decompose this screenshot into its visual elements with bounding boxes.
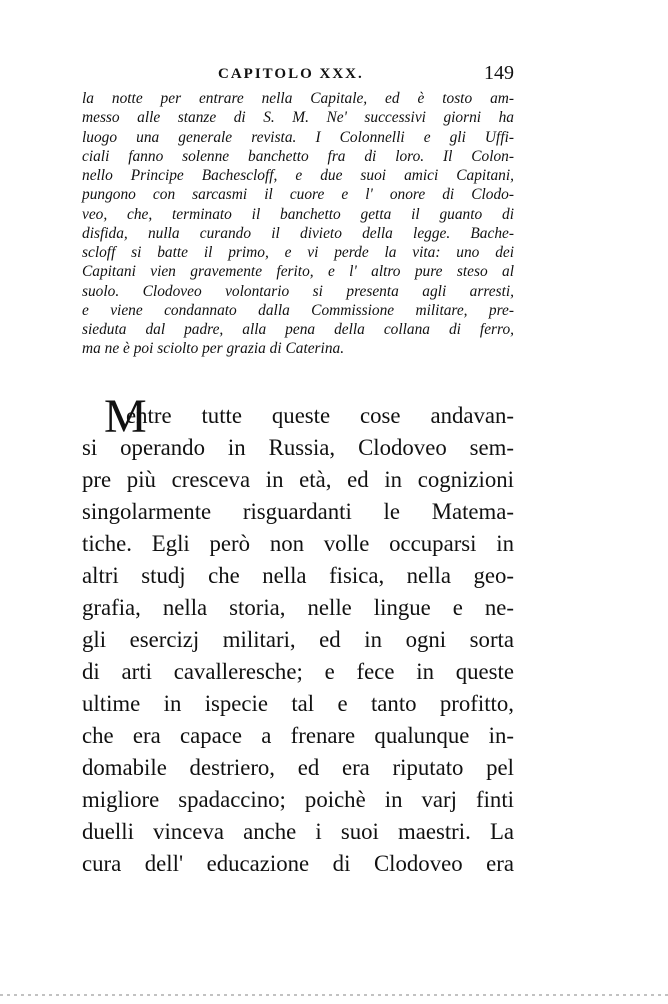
summary-line: messo alle stanze di S. M. Ne' successivi giorni ha xyxy=(82,109,514,127)
summary-line: ma ne è poi sciolto per grazia di Caterina. xyxy=(82,340,345,358)
chapter-title: CAPITOLO XXX. xyxy=(218,66,364,82)
summary-line: la notte per entrare nella Capitale, ed è tosto am- xyxy=(82,90,514,107)
body-line: ultime in ispecie tal e tanto profitto, xyxy=(82,691,514,716)
body-line: si operando in Russia, Clodoveo sem- xyxy=(82,435,514,460)
summary-line: ciali fanno solenne banchetto fra di loro. Il Colon- xyxy=(82,147,514,165)
body-line: tiche. Egli però non volle occuparsi in xyxy=(82,531,514,556)
summary-line: veo, che, terminato il banchetto getta il guanto di xyxy=(82,205,514,223)
body-line: gli esercizj militari, ed in ogni sorta xyxy=(82,627,514,652)
summary-line: scloff si batte il primo, e vi perde la vita: uno dei xyxy=(82,244,514,261)
body-line: migliore spadaccino; poichè in varj finti xyxy=(82,787,514,812)
body-paragraph xyxy=(82,400,514,880)
summary-line: nello Principe Bachescloff, e due suoi amici Capitani, xyxy=(82,167,514,184)
summary-line: Capitani vien gravemente ferito, e l' altro pure steso al xyxy=(82,263,514,281)
body-line: che era capace a frenare qualunque in- xyxy=(82,723,514,748)
summary-line: pungono con sarcasmi il cuore e l' onore di Clodo- xyxy=(82,186,514,204)
summary-line: sieduta dal padre, alla pena della collana di ferro, xyxy=(82,321,514,338)
page-number: 149 xyxy=(484,62,514,84)
body-line: duelli vinceva anche i suoi maestri. La xyxy=(82,819,514,844)
body-line: grafia, nella storia, nelle lingue e ne- xyxy=(82,595,514,620)
drop-initial: M xyxy=(104,390,147,443)
summary-line: luogo una generale revista. I Colonnelli e gli Uffi- xyxy=(82,128,514,146)
summary-line: suolo. Clodoveo volontario si presenta agli arresti, xyxy=(82,282,514,300)
chapter-summary xyxy=(82,89,514,359)
body-line: di arti cavalleresche; e fece in queste xyxy=(82,659,514,684)
summary-line: disfida, nulla curando il divieto della legge. Bache- xyxy=(82,224,514,242)
body-line: domabile destriero, ed era riputato pel xyxy=(82,755,514,780)
body-line: cura dell' educazione di Clodoveo era xyxy=(82,851,514,876)
body-line: pre più cresceva in età, ed in cognizioni xyxy=(82,467,514,492)
summary-line: e viene condannato dalla Commissione militare, pre- xyxy=(82,301,514,319)
page-bottom-edge xyxy=(0,994,668,996)
body-first-line: entre tutte queste cose andavan- xyxy=(126,403,514,428)
body-line: singolarmente risguardanti le Matema- xyxy=(82,499,514,524)
body-line: altri studj che nella fisica, nella geo- xyxy=(82,563,514,588)
running-head xyxy=(82,64,514,90)
